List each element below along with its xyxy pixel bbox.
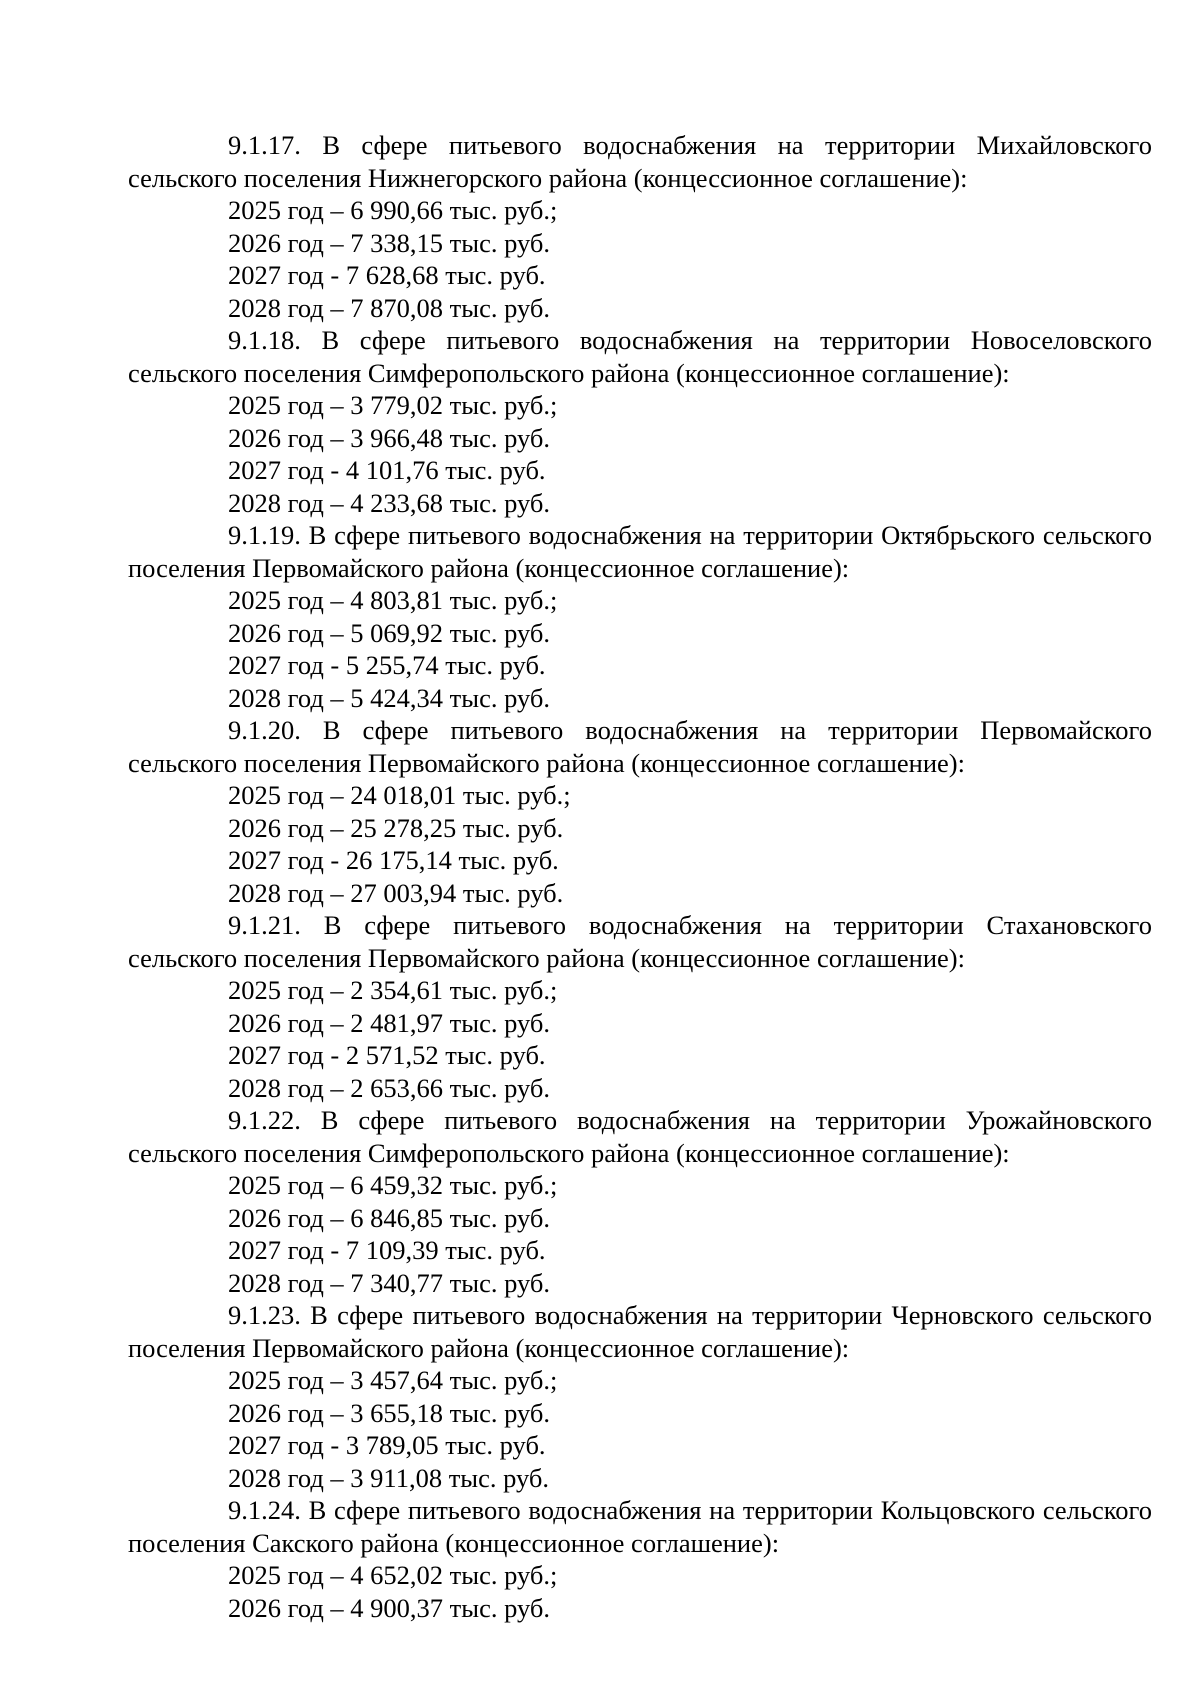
section-heading: 9.1.20. В сфере питьевого водоснабжения на территории Первомайского сельского поселения Первомайского района (концессионное соглашение): bbox=[128, 715, 1152, 778]
amount-line: 2025 год – 2 354,61 тыс. руб.; bbox=[228, 975, 558, 1005]
amount-line: 2028 год – 7 340,77 тыс. руб. bbox=[228, 1267, 550, 1298]
amount-line: 2026 год – 5 069,92 тыс. руб. bbox=[228, 617, 550, 648]
amount-line: 2025 год – 4 803,81 тыс. руб.; bbox=[228, 585, 558, 615]
amount-line: 2026 год – 3 966,48 тыс. руб. bbox=[228, 422, 550, 453]
section-9-1-22 bbox=[128, 1104, 1152, 1299]
section-heading: 9.1.24. В сфере питьевого водоснабжения на территории Кольцовского сельского поселения Сакского района (концессионное соглашение): bbox=[128, 1495, 1152, 1558]
amount-line: 2026 год – 3 655,18 тыс. руб. bbox=[228, 1397, 550, 1428]
section-heading: 9.1.22. В сфере питьевого водоснабжения на территории Урожайновского сельского поселения Симферопольского района (концессионное соглашение): bbox=[128, 1105, 1152, 1168]
amount-line: 2025 год – 3 457,64 тыс. руб.; bbox=[228, 1365, 558, 1395]
section-heading: 9.1.17. В сфере питьевого водоснабжения на территории Михайловского сельского поселения Нижнегорского района (концессионное соглашение): bbox=[128, 130, 1152, 193]
amount-line: 2028 год – 2 653,66 тыс. руб. bbox=[228, 1072, 550, 1103]
amount-line: 2027 год - 2 571,52 тыс. руб. bbox=[228, 1040, 546, 1070]
section-9-1-19 bbox=[128, 519, 1152, 714]
amount-line: 2028 год – 5 424,34 тыс. руб. bbox=[228, 682, 550, 713]
section-9-1-20 bbox=[128, 714, 1152, 909]
document-page bbox=[128, 129, 1152, 1624]
amount-line: 2027 год - 26 175,14 тыс. руб. bbox=[228, 845, 559, 875]
amount-line: 2028 год – 27 003,94 тыс. руб. bbox=[228, 877, 564, 908]
amount-line: 2027 год - 7 109,39 тыс. руб. bbox=[228, 1235, 546, 1265]
section-9-1-18 bbox=[128, 324, 1152, 519]
amount-line: 2026 год – 25 278,25 тыс. руб. bbox=[228, 812, 564, 843]
amount-line: 2027 год - 5 255,74 тыс. руб. bbox=[228, 650, 546, 680]
section-heading: 9.1.18. В сфере питьевого водоснабжения на территории Новоселовского сельского поселения Симферопольского района (концессионное соглашение): bbox=[128, 325, 1152, 388]
amount-line: 2028 год – 7 870,08 тыс. руб. bbox=[228, 292, 550, 323]
section-9-1-24 bbox=[128, 1494, 1152, 1624]
amount-line: 2028 год – 3 911,08 тыс. руб. bbox=[228, 1462, 550, 1493]
section-heading: 9.1.23. В сфере питьевого водоснабжения на территории Черновского сельского поселения Первомайского района (концессионное соглашение): bbox=[128, 1300, 1152, 1363]
amount-line: 2025 год – 4 652,02 тыс. руб.; bbox=[228, 1560, 558, 1590]
amount-line: 2025 год – 6 459,32 тыс. руб.; bbox=[228, 1170, 558, 1200]
amount-line: 2026 год – 2 481,97 тыс. руб. bbox=[228, 1007, 550, 1038]
amount-line: 2026 год – 4 900,37 тыс. руб. bbox=[228, 1592, 550, 1623]
section-9-1-23 bbox=[128, 1299, 1152, 1494]
section-heading: 9.1.19. В сфере питьевого водоснабжения на территории Октябрьского сельского поселения Первомайского района (концессионное соглашение): bbox=[128, 520, 1152, 583]
amount-line: 2028 год – 4 233,68 тыс. руб. bbox=[228, 487, 550, 518]
amount-line: 2025 год – 3 779,02 тыс. руб.; bbox=[228, 390, 558, 420]
amount-line: 2025 год – 24 018,01 тыс. руб.; bbox=[228, 780, 571, 810]
amount-line: 2025 год – 6 990,66 тыс. руб.; bbox=[228, 195, 558, 225]
section-9-1-17 bbox=[128, 129, 1152, 324]
amount-line: 2026 год – 6 846,85 тыс. руб. bbox=[228, 1202, 550, 1233]
section-9-1-21 bbox=[128, 909, 1152, 1104]
section-heading: 9.1.21. В сфере питьевого водоснабжения на территории Стахановского сельского поселения Первомайского района (концессионное соглашение): bbox=[128, 910, 1152, 973]
amount-line: 2026 год – 7 338,15 тыс. руб. bbox=[228, 227, 550, 258]
amount-line: 2027 год - 4 101,76 тыс. руб. bbox=[228, 455, 546, 485]
amount-line: 2027 год - 3 789,05 тыс. руб. bbox=[228, 1430, 546, 1460]
amount-line: 2027 год - 7 628,68 тыс. руб. bbox=[228, 260, 546, 290]
